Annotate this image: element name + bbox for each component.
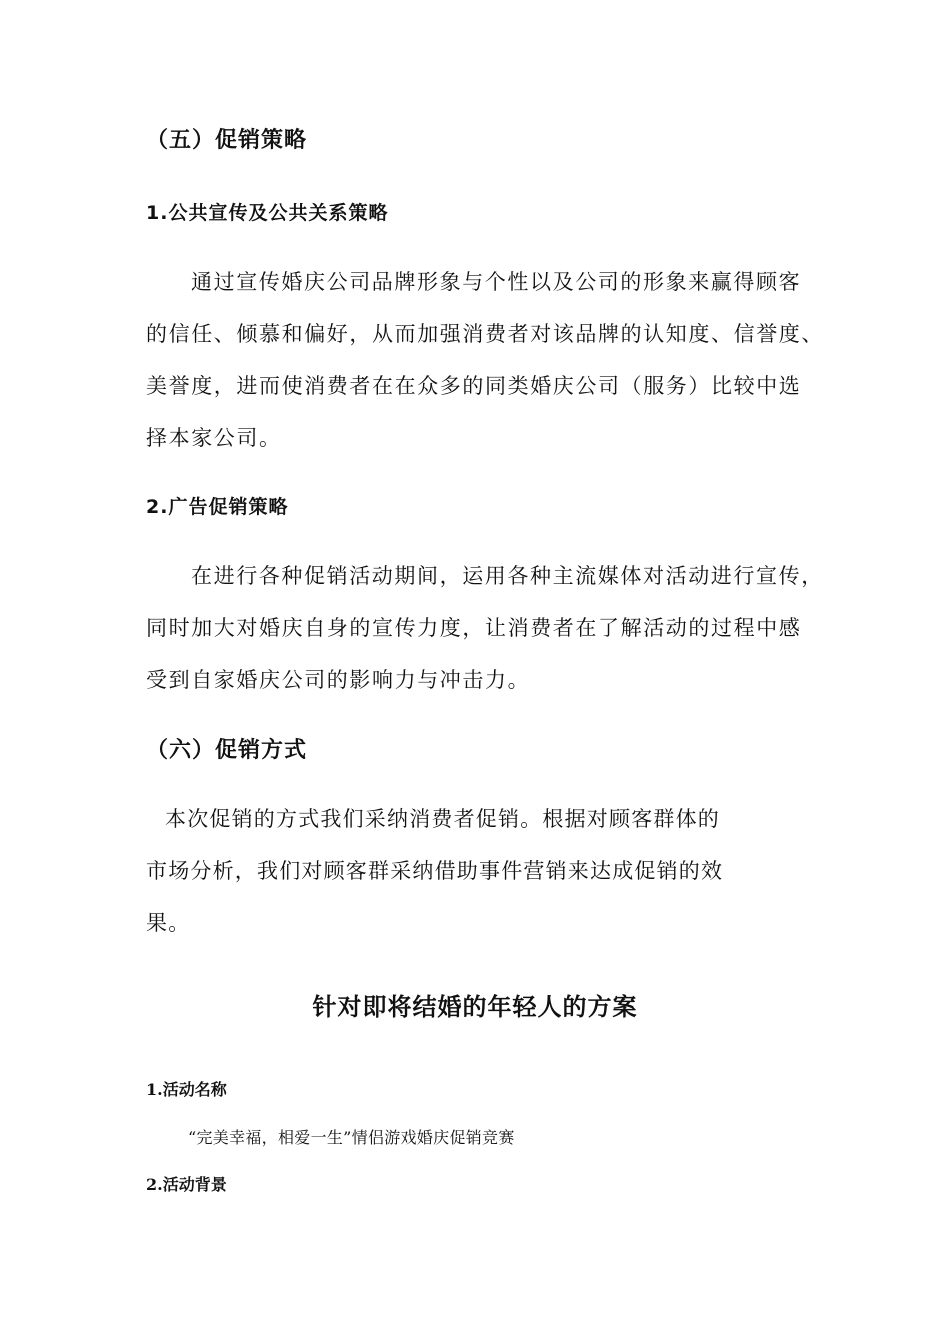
paragraph-line: 美誉度，进而使消费者在在众多的同类婚庆公司（服务）比较中选 [146, 374, 802, 398]
paragraph-line: 本次促销的方式我们采纳消费者促销。根据对顾客群体的 [165, 807, 720, 831]
paragraph-line: 的信任、倾慕和偏好，从而加强消费者对该品牌的认知度、信誉度、 [146, 322, 824, 346]
plan-item-1-heading: 1.活动名称 [146, 1080, 227, 1099]
activity-name-text: “完美幸福，相爱一生”情侣游戏婚庆促销竞赛 [188, 1128, 515, 1147]
plan-title: 针对即将结婚的年轻人的方案 [312, 993, 638, 1021]
paragraph-line: 同时加大对婚庆自身的宣传力度，让消费者在了解活动的过程中感 [146, 616, 802, 640]
section-5-heading: （五）促销策略 [146, 128, 308, 153]
paragraph-line: 通过宣传婚庆公司品牌形象与个性以及公司的形象来赢得顾客 [191, 270, 802, 294]
section-5-sub-2-heading: 2.广告促销策略 [146, 496, 289, 518]
section-5-sub-1-heading: 1.公共宣传及公共关系策略 [146, 202, 389, 224]
plan-item-2-heading: 2.活动背景 [146, 1175, 227, 1194]
paragraph-line: 在进行各种促销活动期间，运用各种主流媒体对活动进行宣传， [191, 564, 824, 588]
paragraph-line: 市场分析，我们对顾客群采纳借助事件营销来达成促销的效 [146, 859, 724, 883]
paragraph-line: 受到自家婚庆公司的影响力与冲击力。 [146, 668, 531, 692]
paragraph-line: 果。 [146, 911, 191, 935]
paragraph-line: 择本家公司。 [146, 426, 282, 450]
section-6-heading: （六）促销方式 [146, 738, 308, 763]
